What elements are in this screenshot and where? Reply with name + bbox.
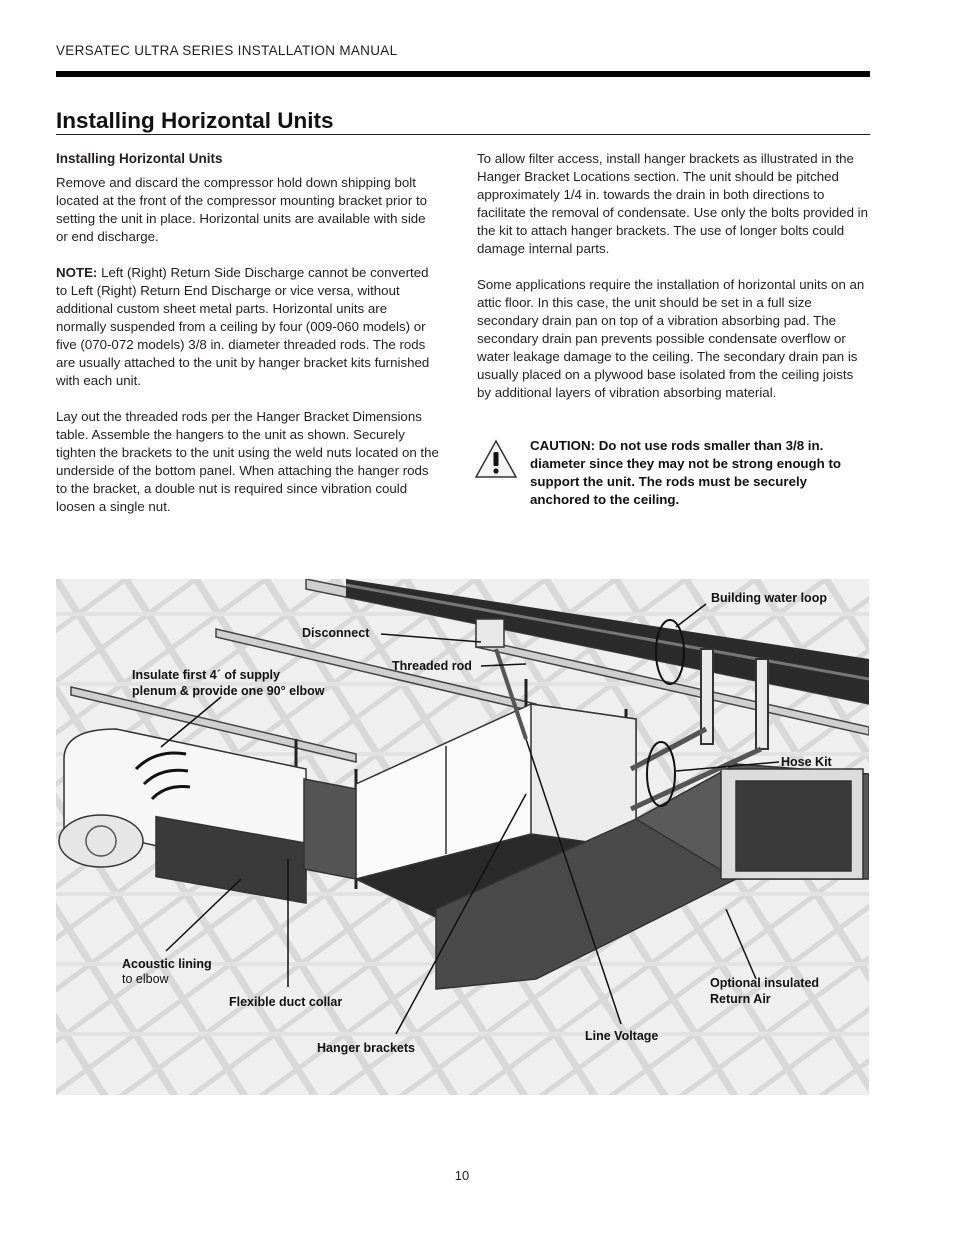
- label-acoustic-line2: to elbow: [122, 972, 169, 986]
- right-column: [477, 150, 869, 420]
- manual-header-title: VERSATEC ULTRA SERIES INSTALLATION MANUAL: [56, 43, 398, 58]
- label-hanger-brackets: Hanger brackets: [317, 1041, 415, 1055]
- note-text: Left (Right) Return Side Discharge cannot be converted to Left (Right) Return End Discharge or vice versa, without additional custom sheet metal parts. Horizontal units are normally suspended from a ceiling by four (009-060 models) or five (070-072 models) 3/8 in. diameter threaded rods. The rods are usually attached to the unit by hanger bracket kits furnished with each unit.: [56, 265, 430, 388]
- disconnect-box: [476, 619, 504, 647]
- left-column: [56, 150, 440, 534]
- title-divider: [56, 134, 870, 135]
- warning-triangle-icon: [474, 439, 518, 479]
- page-title: Installing Horizontal Units: [56, 108, 334, 133]
- note-label: NOTE:: [56, 265, 98, 280]
- horizontal-unit-installation-figure: [56, 579, 869, 1095]
- page-number: 10: [454, 1168, 470, 1183]
- installation-diagram: [56, 579, 869, 1095]
- paragraph-attic-install: Some applications require the installation of horizontal units on an attic floor. In this case, the unit should be set in a full size secondary drain pan on top of a vibration absorbing pad. The secondary drain pan prevents possible condensate overflow or water leakage damage to the ceiling. The secondary drain pan is usually placed on a plywood base isolated from the ceiling joists by additional layers of vibration absorbing material.: [477, 277, 865, 400]
- label-optional-line1: Optional insulated: [710, 976, 820, 990]
- label-disconnect: Disconnect: [302, 626, 370, 640]
- paragraph-note: [56, 264, 440, 390]
- label-hose-kit: Hose Kit: [781, 755, 832, 769]
- label-acoustic-line1: Acoustic lining: [122, 957, 212, 971]
- section-subheading: Installing Horizontal Units: [56, 151, 223, 166]
- caution-text: CAUTION: Do not use rods smaller than 3/8 in. diameter since they may not be strong enough to support the unit. The rods must be securely anchored to the ceiling.: [530, 438, 842, 507]
- paragraph-threaded-rods: Lay out the threaded rods per the Hanger Bracket Dimensions table. Assemble the hangers to the unit as shown. Securely tighten the brackets to the unit using the weld nuts located on the underside of the bottom panel. When attaching the hanger rods to the bracket, a double nut is required since vibration could loosen a single nut.: [56, 409, 439, 514]
- label-threaded-rod: Threaded rod: [392, 659, 472, 673]
- label-insulate-line1: Insulate first 4´ of supply: [132, 668, 280, 682]
- label-building-water-loop: Building water loop: [711, 591, 827, 605]
- label-line-voltage: Line Voltage: [585, 1029, 659, 1043]
- paragraph-shipping-bolt: Remove and discard the compressor hold down shipping bolt located at the front of the compressor mounting bracket prior to setting the unit in place. Horizontal units are available with side or end discharge.: [56, 175, 428, 244]
- label-insulate-line2: plenum & provide one 90° elbow: [132, 684, 325, 698]
- label-optional-line2: Return Air: [710, 992, 771, 1006]
- paragraph-filter-access: To allow filter access, install hanger brackets as illustrated in the Hanger Bracket Locations section. The unit should be pitched approximately 1/4 in. towards the drain in both directions to facilitate the removal of condensate. Use only the bolts provided in the kit to attach hanger brackets. The use of longer bolts could damage internal parts.: [477, 151, 869, 256]
- label-flexible-duct-collar: Flexible duct collar: [229, 995, 343, 1009]
- header-rule: [56, 71, 870, 77]
